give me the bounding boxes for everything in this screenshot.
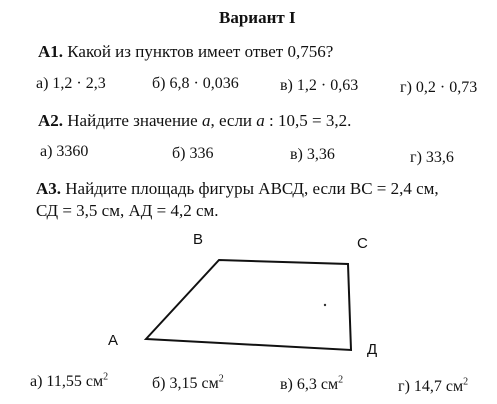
- a3-option-c: [280, 376, 343, 394]
- a3-option-a: [30, 373, 108, 391]
- question-a3-number: А3.: [36, 179, 62, 198]
- a3-option-d-exp: 2: [463, 376, 469, 388]
- question-a2-var1: a: [201, 111, 211, 130]
- question-a2-text-before: Найдите значение: [67, 111, 202, 130]
- a3-option-d: [398, 378, 468, 396]
- question-a3-line2: СД = 3,5 см, АД = 4,2 см.: [36, 201, 219, 220]
- question-a1-number: А1.: [38, 42, 64, 61]
- a3-option-b-exp: 2: [218, 373, 224, 385]
- question-a2-var2: a: [256, 111, 265, 130]
- a3-option-c-exp: 2: [338, 374, 344, 386]
- a3-option-a-value: а) 11,55 см: [30, 373, 104, 390]
- a2-option-a: а) 3360: [40, 143, 89, 160]
- vertex-d-label: Д: [367, 341, 378, 358]
- question-a1-text: Какой из пунктов имеет ответ 0,756?: [67, 42, 334, 61]
- a3-option-b: [152, 375, 224, 393]
- vertex-c-label: С: [357, 235, 368, 252]
- a2-option-d: г) 33,6: [410, 149, 454, 166]
- trapezoid-abcd: [146, 260, 351, 350]
- a1-option-d: г) 0,2 · 0,73: [400, 79, 478, 96]
- a1-option-b: б) 6,8 · 0,036: [152, 75, 239, 92]
- question-a3-line1: Найдите площадь фигуры АВСД, если ВС = 2,4 см,: [65, 179, 439, 198]
- question-a2-text-middle: , если: [210, 111, 257, 130]
- question-a2-number: А2.: [38, 111, 64, 130]
- a3-option-a-exp: 2: [103, 371, 109, 383]
- question-a2-text-after: : 10,5 = 3,2.: [264, 111, 352, 130]
- a1-option-c: в) 1,2 · 0,63: [280, 77, 359, 94]
- a3-option-d-value: г) 14,7 см: [398, 378, 464, 395]
- vertex-b-label: В: [193, 231, 204, 248]
- vertex-a-label: А: [108, 332, 119, 349]
- stray-mark: [324, 304, 326, 306]
- a1-option-a: а) 1,2 · 2,3: [36, 75, 106, 92]
- a3-option-b-value: б) 3,15 см: [152, 375, 219, 392]
- a2-option-b: б) 336: [172, 145, 214, 162]
- a2-option-c: в) 3,36: [290, 146, 335, 163]
- a3-option-c-value: в) 6,3 см: [280, 376, 339, 393]
- variant-title: Вариант I: [219, 8, 296, 27]
